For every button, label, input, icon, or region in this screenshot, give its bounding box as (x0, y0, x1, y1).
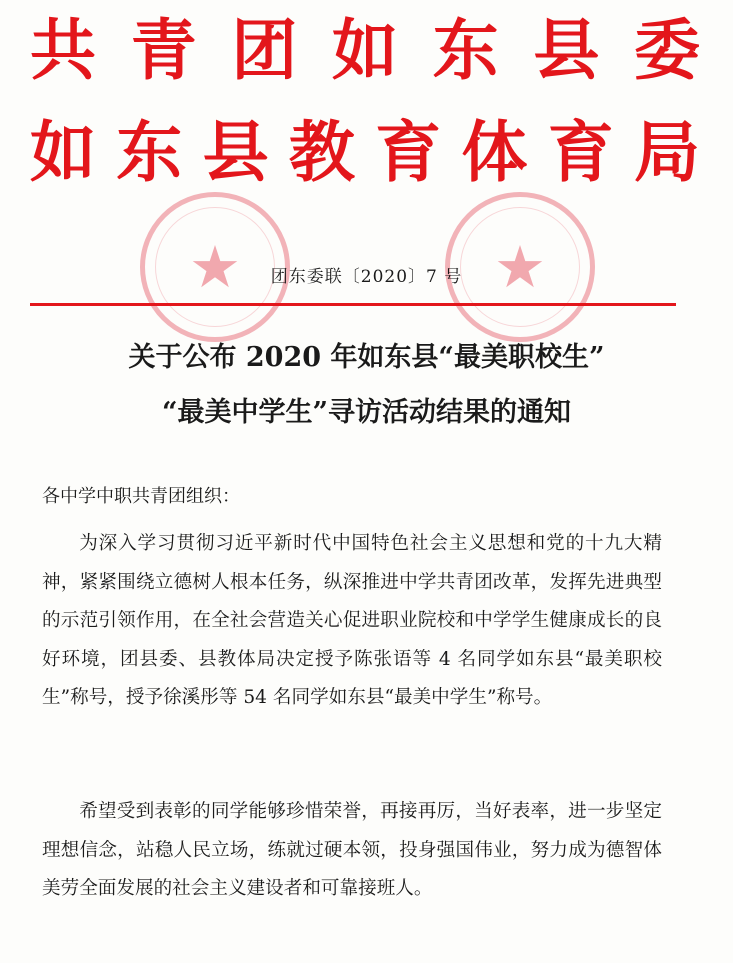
letterhead-line-2: 如东县教育体育局 (30, 114, 700, 191)
body-paragraph-2: 希望受到表彰的同学能够珍惜荣誉，再接再厉，当好表率，进一步坚定理想信念，站稳人民立场，练就过硬本领，投身强国伟业，努力成为德智体美劳全面发展的社会主义建设者和可靠接班人。 (42, 801, 662, 899)
body-paragraph-1: 为深入学习贯彻习近平新时代中国特色社会主义思想和党的十九大精神，紧紧围绕立德树人根本任务，纵深推进中学共青团改革，发挥先进典型的示范引领作用，在全社会营造关心促进职业院校和中学学生健康成长的良好环境，团县委、县教体局决定授予陈张语等 4 名同学如东县“最美职校生”称号，授予徐溪彤等 54 名同学如东县“最美中学生”称号。 (42, 533, 662, 708)
star-icon: ★ (494, 233, 546, 301)
star-icon: ★ (189, 233, 241, 301)
red-divider-line (30, 303, 676, 306)
notice-title-line-1: 关于公布 2020 年如东县“最美职校生” (128, 342, 605, 373)
document-number: 团东委联〔2020〕7 号 (270, 267, 463, 287)
letterhead-line-1: 共青团如东县委 (30, 12, 700, 89)
salutation: 各中学中职共青团组织： (42, 486, 240, 507)
notice-title-line-2: “最美中学生”寻访活动结果的通知 (161, 397, 572, 428)
